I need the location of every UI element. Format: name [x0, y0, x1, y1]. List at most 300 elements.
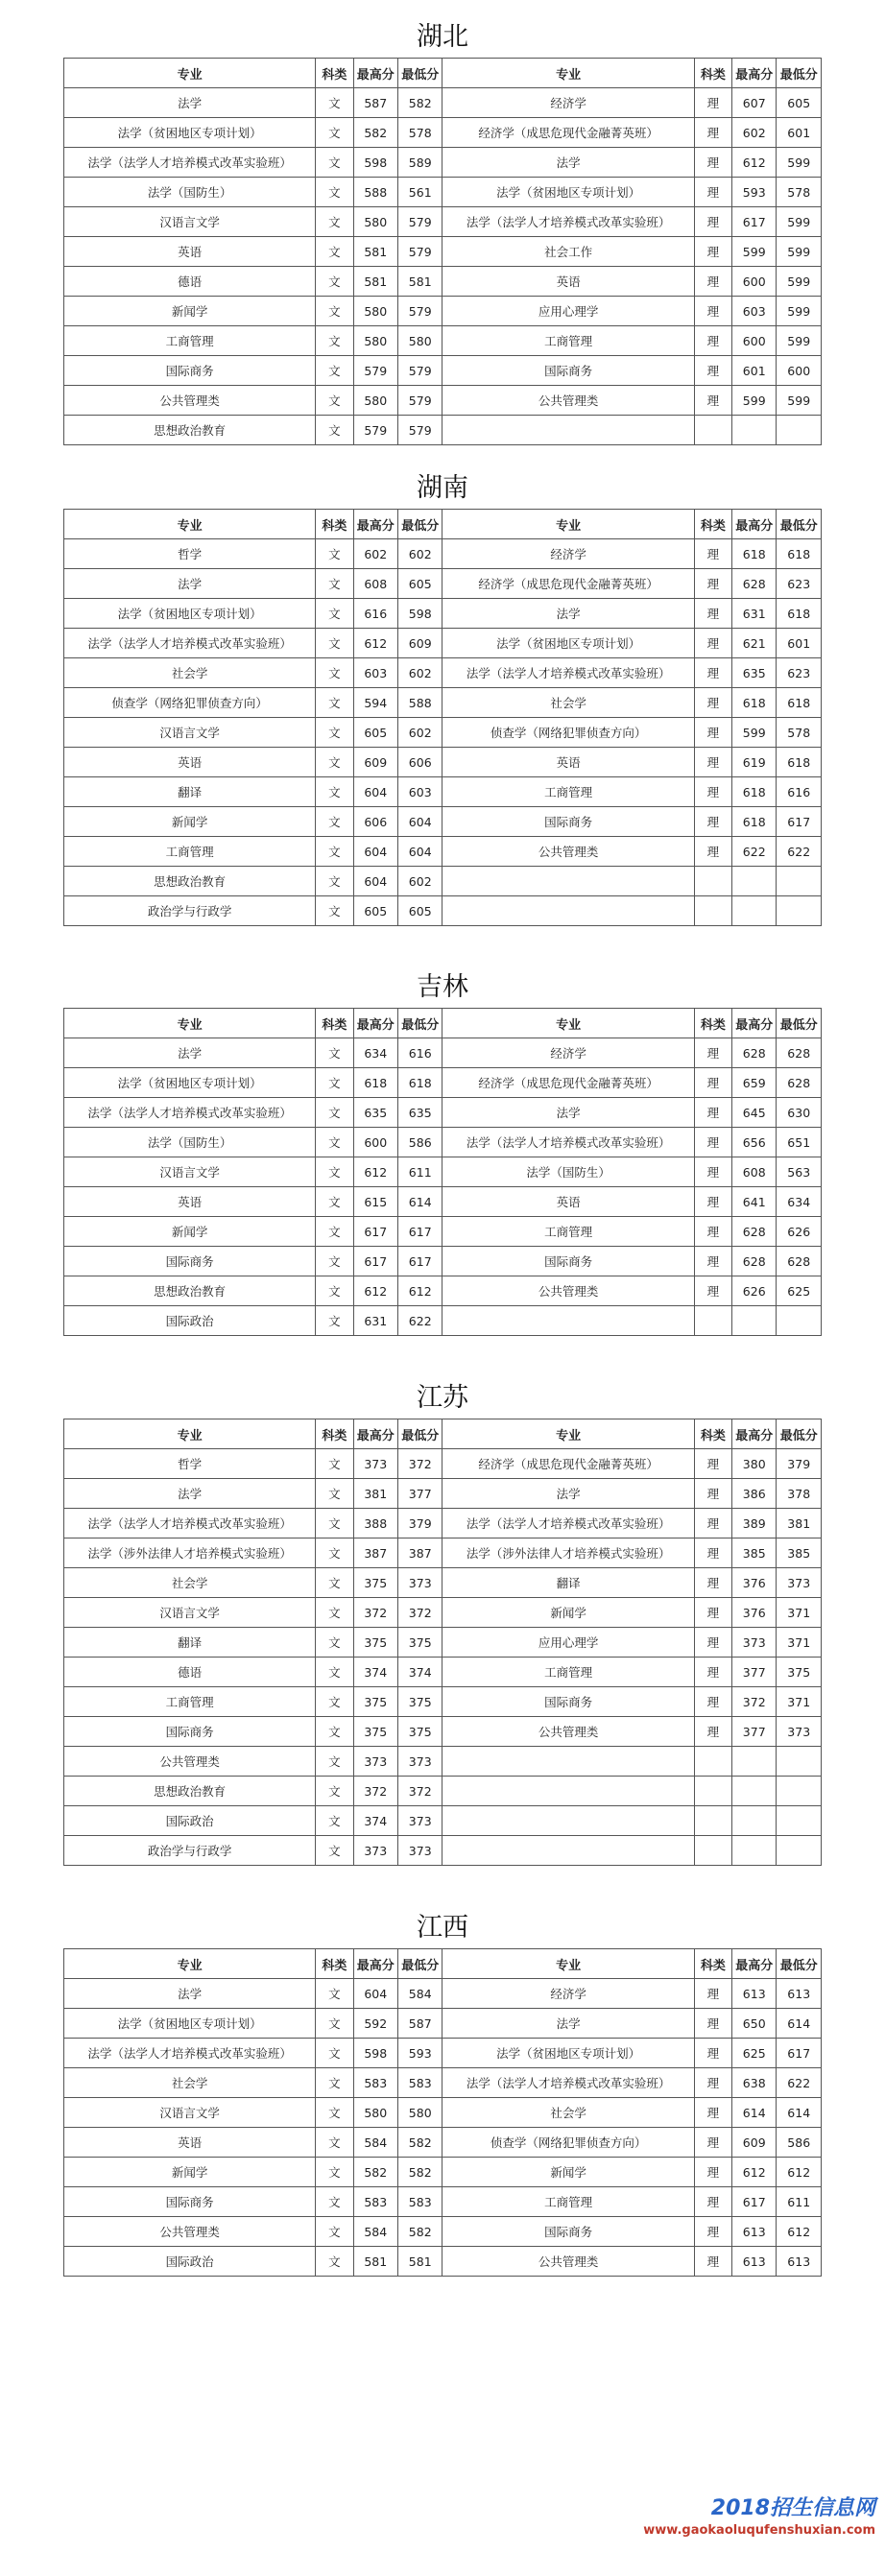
table-cell: 614 — [777, 2009, 822, 2039]
table-cell: 604 — [353, 867, 397, 896]
table-cell: 618 — [777, 539, 822, 569]
table-cell: 387 — [398, 1538, 442, 1568]
table-row — [64, 1098, 822, 1128]
table-cell: 文 — [316, 267, 353, 297]
column-header: 最高分 — [353, 510, 397, 539]
watermark-url[interactable]: www.gaokaoluqufenshuxian.com — [643, 2523, 875, 2538]
column-header: 科类 — [316, 1009, 353, 1038]
table-cell: 文 — [316, 1247, 353, 1276]
table-cell: 582 — [353, 118, 397, 148]
table-cell: 文 — [316, 2098, 353, 2128]
table-cell: 文 — [316, 2009, 353, 2039]
table-cell: 579 — [398, 416, 442, 445]
table-cell: 文 — [316, 1187, 353, 1217]
table-cell: 375 — [398, 1717, 442, 1747]
table-cell: 社会学 — [442, 2098, 694, 2128]
table-cell: 622 — [732, 837, 777, 867]
table-cell: 580 — [353, 326, 397, 356]
table-cell: 623 — [777, 569, 822, 599]
table-cell: 373 — [398, 1806, 442, 1836]
table-cell: 法学 — [442, 1479, 694, 1509]
table-cell: 631 — [353, 1306, 397, 1336]
table-cell: 法学（贫困地区专项计划） — [64, 118, 316, 148]
table-cell: 583 — [353, 2187, 397, 2217]
table-cell: 617 — [777, 807, 822, 837]
table-cell: 理 — [694, 1509, 731, 1538]
table-cell: 理 — [694, 1538, 731, 1568]
table-row — [64, 777, 822, 807]
table-cell: 598 — [353, 148, 397, 178]
table-cell — [442, 896, 694, 926]
table-cell: 英语 — [64, 2128, 316, 2158]
table-row — [64, 2187, 822, 2217]
header-row — [64, 1949, 822, 1979]
score-table — [63, 1419, 822, 1866]
table-cell: 工商管理 — [442, 1217, 694, 1247]
table-cell: 理 — [694, 386, 731, 416]
table-cell: 581 — [398, 267, 442, 297]
table-cell: 628 — [732, 1217, 777, 1247]
column-header: 最高分 — [353, 1009, 397, 1038]
table-cell: 公共管理类 — [442, 386, 694, 416]
table-cell: 应用心理学 — [442, 1628, 694, 1658]
table-cell: 应用心理学 — [442, 297, 694, 326]
table-cell: 583 — [398, 2068, 442, 2098]
column-header: 最低分 — [398, 1949, 442, 1979]
table-cell: 598 — [353, 2039, 397, 2068]
column-header: 最低分 — [398, 1419, 442, 1449]
table-row — [64, 1479, 822, 1509]
column-header: 最高分 — [353, 1949, 397, 1979]
column-header: 最低分 — [398, 1009, 442, 1038]
table-row — [64, 2158, 822, 2187]
column-header: 专业 — [442, 1419, 694, 1449]
column-header: 专业 — [64, 1949, 316, 1979]
table-cell: 理 — [694, 658, 731, 688]
table-cell: 651 — [777, 1128, 822, 1157]
table-row — [64, 688, 822, 718]
table-cell: 593 — [732, 178, 777, 207]
table-cell: 372 — [732, 1687, 777, 1717]
table-row — [64, 267, 822, 297]
table-cell: 汉语言文学 — [64, 2098, 316, 2128]
table-cell: 635 — [353, 1098, 397, 1128]
table-cell: 656 — [732, 1128, 777, 1157]
table-cell: 612 — [353, 629, 397, 658]
table-cell — [694, 1777, 731, 1806]
table-cell: 公共管理类 — [64, 386, 316, 416]
table-cell: 公共管理类 — [442, 2247, 694, 2277]
table-cell: 文 — [316, 1979, 353, 2009]
table-cell — [777, 1306, 822, 1336]
table-cell: 理 — [694, 356, 731, 386]
table-cell: 588 — [398, 688, 442, 718]
table-cell: 631 — [732, 599, 777, 629]
table-row — [64, 1568, 822, 1598]
table-cell — [732, 1747, 777, 1777]
table-cell: 578 — [777, 718, 822, 748]
table-cell: 604 — [353, 1979, 397, 2009]
table-cell: 英语 — [442, 748, 694, 777]
table-cell: 373 — [398, 1568, 442, 1598]
table-cell: 法学（法学人才培养模式改革实验班） — [442, 1128, 694, 1157]
column-header: 科类 — [694, 1949, 731, 1979]
table-cell: 文 — [316, 2068, 353, 2098]
table-row — [64, 2098, 822, 2128]
table-cell: 理 — [694, 1628, 731, 1658]
header-row — [64, 1419, 822, 1449]
table-row — [64, 2217, 822, 2247]
table-cell — [442, 1306, 694, 1336]
table-cell: 581 — [353, 2247, 397, 2277]
table-cell: 哲学 — [64, 539, 316, 569]
table-cell: 617 — [732, 207, 777, 237]
table-cell: 文 — [316, 688, 353, 718]
province-section — [0, 17, 885, 438]
column-header: 最高分 — [353, 1419, 397, 1449]
table-cell: 文 — [316, 1509, 353, 1538]
table-cell: 377 — [398, 1479, 442, 1509]
column-header: 专业 — [64, 1009, 316, 1038]
table-cell: 603 — [353, 658, 397, 688]
table-cell: 公共管理类 — [64, 1747, 316, 1777]
table-row — [64, 416, 822, 445]
table-cell: 600 — [732, 267, 777, 297]
table-cell: 617 — [777, 2039, 822, 2068]
table-cell: 578 — [777, 178, 822, 207]
table-cell: 621 — [732, 629, 777, 658]
table-cell: 法学（贫困地区专项计划） — [64, 1068, 316, 1098]
table-cell: 599 — [777, 207, 822, 237]
table-cell: 文 — [316, 807, 353, 837]
table-cell: 文 — [316, 2187, 353, 2217]
table-cell: 379 — [398, 1509, 442, 1538]
table-cell — [694, 1836, 731, 1866]
table-cell: 618 — [732, 777, 777, 807]
table-cell: 理 — [694, 1449, 731, 1479]
table-cell: 文 — [316, 207, 353, 237]
table-cell: 373 — [777, 1568, 822, 1598]
table-cell: 文 — [316, 2039, 353, 2068]
table-cell: 586 — [777, 2128, 822, 2158]
table-cell: 理 — [694, 629, 731, 658]
table-row — [64, 837, 822, 867]
table-row — [64, 539, 822, 569]
table-cell: 经济学 — [442, 1979, 694, 2009]
table-cell: 法学（国防生） — [64, 1128, 316, 1157]
table-cell: 582 — [398, 2217, 442, 2247]
table-cell: 625 — [777, 1276, 822, 1306]
table-cell: 373 — [732, 1628, 777, 1658]
table-cell: 理 — [694, 599, 731, 629]
column-header: 最高分 — [732, 59, 777, 88]
column-header: 最高分 — [732, 1949, 777, 1979]
table-row — [64, 1187, 822, 1217]
table-cell: 584 — [353, 2217, 397, 2247]
table-cell: 社会学 — [64, 2068, 316, 2098]
table-cell: 工商管理 — [442, 326, 694, 356]
table-row — [64, 1157, 822, 1187]
table-cell: 思想政治教育 — [64, 1777, 316, 1806]
table-cell: 理 — [694, 718, 731, 748]
table-cell: 理 — [694, 1479, 731, 1509]
table-cell: 理 — [694, 1038, 731, 1068]
table-cell: 经济学 — [442, 1038, 694, 1068]
table-cell: 英语 — [442, 1187, 694, 1217]
table-row — [64, 1979, 822, 2009]
table-row — [64, 599, 822, 629]
table-cell: 371 — [777, 1687, 822, 1717]
column-header: 最低分 — [777, 59, 822, 88]
table-cell: 602 — [353, 539, 397, 569]
table-cell: 609 — [353, 748, 397, 777]
table-row — [64, 356, 822, 386]
table-cell: 374 — [353, 1658, 397, 1687]
table-cell: 603 — [732, 297, 777, 326]
table-cell: 法学（法学人才培养模式改革实验班） — [64, 1509, 316, 1538]
table-cell: 580 — [353, 2098, 397, 2128]
table-cell: 英语 — [64, 237, 316, 267]
table-cell: 579 — [398, 237, 442, 267]
table-row — [64, 2247, 822, 2277]
table-cell: 371 — [777, 1628, 822, 1658]
table-cell: 英语 — [64, 1187, 316, 1217]
table-cell: 文 — [316, 386, 353, 416]
table-cell — [442, 1806, 694, 1836]
table-cell: 602 — [398, 658, 442, 688]
table-cell — [732, 1777, 777, 1806]
table-cell: 文 — [316, 1306, 353, 1336]
table-cell: 文 — [316, 2247, 353, 2277]
table-cell: 604 — [353, 777, 397, 807]
table-cell: 602 — [398, 867, 442, 896]
table-cell: 新闻学 — [442, 2158, 694, 2187]
table-cell: 英语 — [442, 267, 694, 297]
table-cell: 612 — [732, 148, 777, 178]
table-row — [64, 1538, 822, 1568]
table-cell: 580 — [398, 326, 442, 356]
table-cell: 新闻学 — [64, 2158, 316, 2187]
table-cell: 628 — [732, 569, 777, 599]
table-cell: 580 — [398, 2098, 442, 2128]
table-cell: 628 — [777, 1247, 822, 1276]
table-cell: 法学（法学人才培养模式改革实验班） — [64, 2039, 316, 2068]
table-cell: 文 — [316, 297, 353, 326]
table-cell: 文 — [316, 896, 353, 926]
province-section — [0, 1378, 885, 1858]
score-table — [63, 1008, 822, 1336]
column-header: 科类 — [694, 510, 731, 539]
table-cell: 文 — [316, 539, 353, 569]
table-row — [64, 569, 822, 599]
table-cell: 工商管理 — [64, 326, 316, 356]
table-row — [64, 178, 822, 207]
table-cell: 新闻学 — [64, 297, 316, 326]
table-cell: 579 — [398, 386, 442, 416]
table-cell: 600 — [732, 326, 777, 356]
table-cell: 理 — [694, 1717, 731, 1747]
table-cell: 385 — [777, 1538, 822, 1568]
table-cell: 599 — [777, 326, 822, 356]
table-cell: 法学（国防生） — [442, 1157, 694, 1187]
table-cell: 618 — [353, 1068, 397, 1098]
province-section — [0, 1908, 885, 2269]
column-header: 最低分 — [777, 1009, 822, 1038]
table-cell: 583 — [353, 2068, 397, 2098]
table-cell: 工商管理 — [442, 2187, 694, 2217]
table-cell: 文 — [316, 718, 353, 748]
table-row — [64, 1247, 822, 1276]
table-cell — [694, 1747, 731, 1777]
table-cell: 600 — [777, 356, 822, 386]
column-header: 科类 — [316, 59, 353, 88]
table-cell: 文 — [316, 1128, 353, 1157]
table-cell: 617 — [732, 2187, 777, 2217]
table-cell: 文 — [316, 837, 353, 867]
table-cell — [694, 867, 731, 896]
province-title: 江西 — [417, 1913, 468, 1943]
table-cell: 理 — [694, 118, 731, 148]
table-cell: 理 — [694, 1247, 731, 1276]
table-cell: 377 — [732, 1717, 777, 1747]
table-cell: 599 — [732, 718, 777, 748]
table-cell: 文 — [316, 326, 353, 356]
table-cell: 国际商务 — [442, 807, 694, 837]
table-cell: 581 — [353, 267, 397, 297]
table-cell: 国际商务 — [442, 1247, 694, 1276]
table-cell — [442, 1777, 694, 1806]
table-cell: 工商管理 — [442, 777, 694, 807]
table-cell: 613 — [732, 2247, 777, 2277]
table-cell: 公共管理类 — [64, 2217, 316, 2247]
column-header: 最低分 — [777, 510, 822, 539]
table-cell: 587 — [398, 2009, 442, 2039]
table-cell: 理 — [694, 1598, 731, 1628]
table-cell: 381 — [353, 1479, 397, 1509]
table-cell: 617 — [398, 1217, 442, 1247]
table-cell: 373 — [777, 1717, 822, 1747]
table-cell: 汉语言文学 — [64, 718, 316, 748]
table-cell: 法学（涉外法律人才培养模式实验班） — [442, 1538, 694, 1568]
table-cell: 388 — [353, 1509, 397, 1538]
table-cell: 文 — [316, 1217, 353, 1247]
table-cell: 387 — [353, 1538, 397, 1568]
table-cell: 文 — [316, 178, 353, 207]
table-row — [64, 867, 822, 896]
table-cell: 580 — [353, 386, 397, 416]
table-cell: 文 — [316, 1598, 353, 1628]
table-cell: 582 — [398, 2128, 442, 2158]
column-header: 科类 — [316, 510, 353, 539]
table-cell: 612 — [353, 1276, 397, 1306]
table-cell: 思想政治教育 — [64, 867, 316, 896]
table-cell: 社会学 — [442, 688, 694, 718]
table-cell: 文 — [316, 1038, 353, 1068]
table-cell: 618 — [732, 539, 777, 569]
table-cell: 374 — [398, 1658, 442, 1687]
table-cell: 理 — [694, 569, 731, 599]
table-cell: 616 — [398, 1038, 442, 1068]
province-title: 湖南 — [417, 473, 468, 503]
table-cell: 国际政治 — [64, 1806, 316, 1836]
table-row — [64, 207, 822, 237]
table-row — [64, 1687, 822, 1717]
table-cell: 579 — [398, 207, 442, 237]
table-row — [64, 658, 822, 688]
table-cell: 385 — [732, 1538, 777, 1568]
table-row — [64, 1509, 822, 1538]
table-cell — [732, 1806, 777, 1836]
table-row — [64, 718, 822, 748]
table-cell: 580 — [353, 207, 397, 237]
table-row — [64, 1306, 822, 1336]
table-cell: 经济学（成思危现代金融菁英班） — [442, 569, 694, 599]
table-cell — [777, 1806, 822, 1836]
table-cell: 汉语言文学 — [64, 1157, 316, 1187]
table-cell: 英语 — [64, 748, 316, 777]
table-cell: 372 — [353, 1598, 397, 1628]
table-cell: 375 — [353, 1687, 397, 1717]
table-cell: 603 — [398, 777, 442, 807]
column-header: 科类 — [694, 59, 731, 88]
table-cell: 599 — [777, 386, 822, 416]
table-cell — [442, 1836, 694, 1866]
table-cell: 376 — [732, 1598, 777, 1628]
table-cell: 法学（国防生） — [64, 178, 316, 207]
table-cell: 374 — [353, 1806, 397, 1836]
table-cell: 645 — [732, 1098, 777, 1128]
province-section — [0, 468, 885, 918]
table-row — [64, 1217, 822, 1247]
column-header: 最高分 — [732, 1419, 777, 1449]
table-cell: 588 — [353, 178, 397, 207]
table-cell: 593 — [398, 2039, 442, 2068]
table-row — [64, 896, 822, 926]
table-cell: 国际商务 — [442, 1687, 694, 1717]
table-cell: 文 — [316, 1098, 353, 1128]
table-cell — [732, 1306, 777, 1336]
table-cell: 国际商务 — [442, 356, 694, 386]
table-cell: 经济学（成思危现代金融菁英班） — [442, 1449, 694, 1479]
table-cell: 理 — [694, 1217, 731, 1247]
header-row — [64, 1009, 822, 1038]
table-cell — [694, 416, 731, 445]
table-cell: 法学（贫困地区专项计划） — [442, 629, 694, 658]
table-cell: 612 — [777, 2158, 822, 2187]
table-cell: 604 — [398, 807, 442, 837]
table-row — [64, 1276, 822, 1306]
column-header: 专业 — [64, 59, 316, 88]
table-row — [64, 1449, 822, 1479]
table-cell: 国际政治 — [64, 1306, 316, 1336]
table-cell: 国际政治 — [64, 2247, 316, 2277]
table-cell: 理 — [694, 1128, 731, 1157]
table-row — [64, 629, 822, 658]
table-cell: 613 — [732, 2217, 777, 2247]
table-cell: 634 — [353, 1038, 397, 1068]
table-cell: 文 — [316, 1717, 353, 1747]
table-cell: 理 — [694, 178, 731, 207]
table-cell: 德语 — [64, 267, 316, 297]
table-row — [64, 1068, 822, 1098]
column-header: 科类 — [694, 1419, 731, 1449]
table-cell: 理 — [694, 2187, 731, 2217]
table-row — [64, 88, 822, 118]
table-cell: 理 — [694, 1687, 731, 1717]
table-cell: 587 — [353, 88, 397, 118]
table-cell: 文 — [316, 356, 353, 386]
table-cell: 文 — [316, 658, 353, 688]
